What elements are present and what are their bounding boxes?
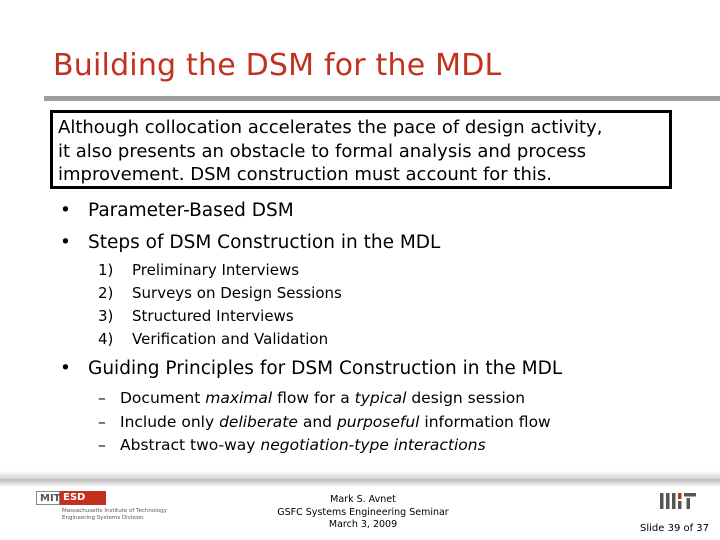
dash-marker: –	[98, 389, 106, 407]
step-number: 1)	[98, 261, 114, 279]
principle-emphasis: negotiation-type interactions	[260, 436, 486, 454]
principle-text: flow for a	[272, 389, 355, 407]
presenter-info	[252, 494, 474, 532]
bullet-item	[60, 358, 562, 379]
bullet-item	[60, 200, 294, 221]
bullet-dot: •	[60, 232, 71, 253]
bullet-text: Parameter-Based DSM	[88, 200, 294, 221]
dash-marker: –	[98, 412, 106, 431]
principle-emphasis: typical	[354, 389, 407, 407]
bullet-dot: •	[60, 358, 71, 379]
logo-affiliation	[62, 508, 167, 522]
list-item	[98, 282, 342, 305]
event-name: GSFC Systems Engineering Seminar	[277, 506, 449, 518]
footer-divider	[0, 471, 720, 487]
principle-emphasis: purposeful	[336, 412, 420, 431]
principle-text: information flow	[419, 412, 551, 431]
affiliation-line: Engineering Systems Division	[62, 515, 144, 521]
step-text: Preliminary Interviews	[132, 261, 300, 279]
presenter-name: Mark S. Avnet	[330, 494, 396, 505]
list-item	[98, 259, 342, 282]
list-item	[98, 387, 551, 411]
list-item	[98, 305, 342, 328]
event-date: March 3, 2009	[328, 519, 398, 530]
principle-emphasis: deliberate	[219, 412, 298, 431]
list-item	[98, 434, 551, 458]
slide-number: Slide 39 of 37	[640, 523, 710, 534]
principle-text: and	[297, 412, 337, 431]
step-text: Verification and Validation	[132, 330, 329, 348]
step-text: Surveys on Design Sessions	[132, 284, 342, 302]
principle-text: Abstract two-way	[120, 436, 261, 454]
mit-logo-icon	[660, 491, 696, 509]
principle-text: Include only	[120, 412, 220, 431]
list-item	[98, 328, 342, 351]
callout-line: it also presents an obstacle to formal analysis and process	[58, 140, 587, 162]
mit-logo-text: MIT	[36, 491, 60, 505]
esd-logo-text: ESD	[60, 491, 106, 505]
step-number: 3)	[98, 307, 114, 325]
principles-list	[98, 387, 551, 458]
bullet-text: Steps of DSM Construction in the MDL	[88, 232, 441, 253]
slide-title: Building the DSM for the MDL	[53, 48, 502, 83]
list-item	[98, 411, 551, 435]
principle-text: Document	[120, 389, 206, 407]
steps-list	[98, 259, 342, 351]
step-text: Structured Interviews	[132, 307, 294, 325]
principle-emphasis: maximal	[205, 389, 273, 407]
title-divider	[44, 96, 720, 101]
step-number: 4)	[98, 330, 114, 348]
step-number: 2)	[98, 284, 114, 302]
principle-text: design session	[406, 389, 526, 407]
bullet-dot: •	[60, 200, 71, 221]
callout-line: improvement. DSM construction must account for this.	[58, 164, 552, 185]
callout-line: Although collocation accelerates the pace of design activity,	[58, 117, 603, 138]
callout-box	[50, 110, 672, 189]
dash-marker: –	[98, 436, 106, 454]
bullet-item	[60, 232, 440, 253]
affiliation-line: Massachusetts Institute of Technology	[62, 508, 167, 514]
bullet-text: Guiding Principles for DSM Construction in the MDL	[88, 358, 563, 379]
